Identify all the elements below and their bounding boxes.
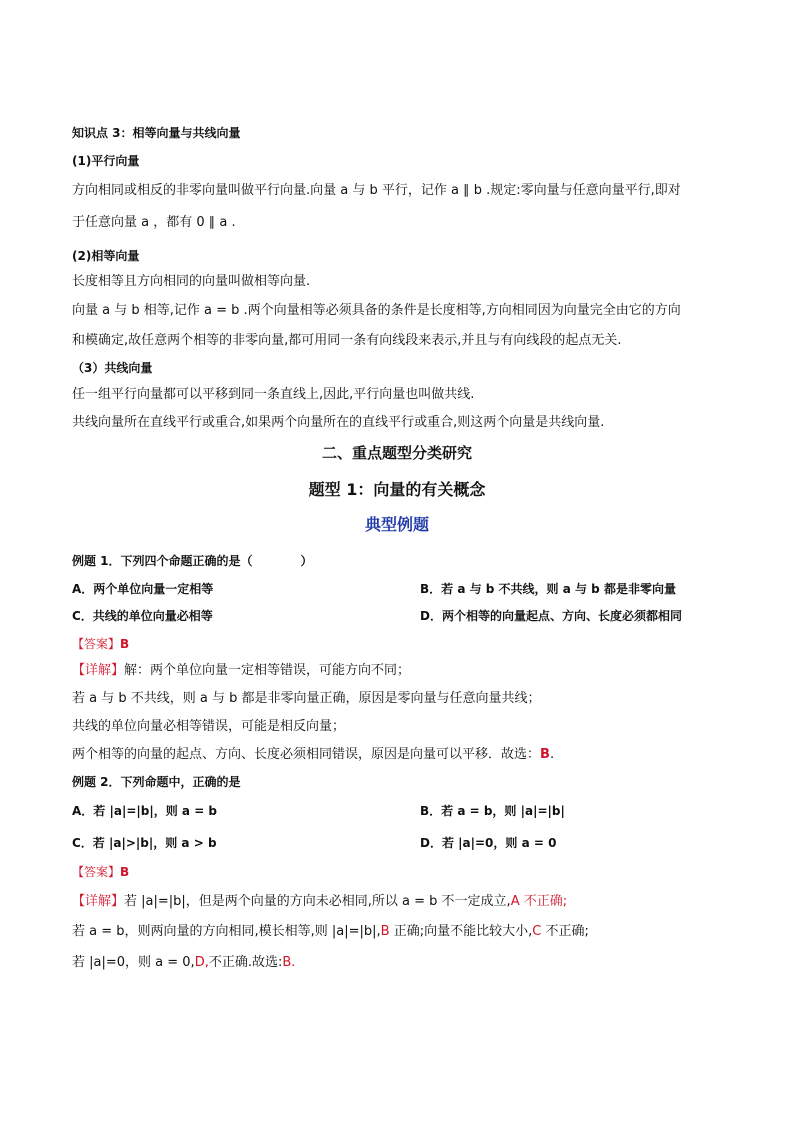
ex1-detail-4 [72,746,724,764]
collinear-text-2: 共线向量所在直线平行或重合,如果两个向量所在的直线平行或重合,则这两个向量是共线向量. [72,415,605,430]
ex1-detail-3: 共线的单位向量必相等错误，可能是相反向量； [72,719,346,734]
ex1-answer [72,635,724,653]
detail-text: 若 a = b，则两向量的方向相同,模长相等,则 |a|=|b|, [72,924,381,939]
ex2-question: 例题 2．下列命题中，正确的是 [72,775,241,789]
ex1-option-d: D．两个相等的向量起点、方向、长度必须都相同 [420,609,682,623]
answer-value: B [540,747,550,762]
equal-heading: (2)相等向量 [72,249,140,263]
parallel-text-2: 于任意向量 a ，都有 0 ∥ a . [72,215,236,230]
detail-highlight: D, [194,955,209,970]
ex2-answer [72,863,724,881]
ex2-option-row-2 [72,834,724,852]
detail-highlight: C [532,924,542,939]
ex2-detail-2 [72,923,724,941]
knowledge-title: 知识点 3：相等向量与共线向量 [72,126,241,140]
ex2-option-d: D．若 |a|=0，则 a = 0 [420,836,557,850]
detail-label: 【详解】 [72,894,125,909]
ex1-option-a: A．两个单位向量一定相等 [72,582,214,596]
ex1-detail-2: 若 a 与 b 不共线，则 a 与 b 都是非零向量正确，原因是零向量与任意向量共线； [72,691,541,706]
detail-text: 若 |a|=0，则 a = 0, [72,955,195,970]
ex2-option-a: A．若 |a|=|b|，则 a = b [72,804,218,818]
ex1-option-row-2 [72,607,724,625]
type-title: 题型 1：向量的有关概念 [308,480,486,499]
parallel-heading: (1)平行向量 [72,154,140,168]
ex1-question: 例题 1．下列四个命题正确的是（ ） [72,554,313,568]
parallel-text-1: 方向相同或相反的非零向量叫做平行向量.向量 a 与 b 平行，记作 a ∥ b .规定:零向量与任意向量平行,即对 [72,183,681,198]
ex1-option-c: C．共线的单位向量必相等 [72,609,213,623]
detail-highlight: B. [282,955,296,970]
detail-highlight: B [380,924,390,939]
ex2-option-c: C．若 |a|>|b|，则 a > b [72,836,217,850]
collinear-text-1: 任一组平行向量都可以平移到同一条直线上,因此,平行向量也叫做共线. [72,387,475,402]
ex2-option-b: B．若 a = b，则 |a|=|b| [420,804,565,818]
detail-label: 【详解】 [72,663,125,678]
detail-highlight: A 不正确; [510,894,568,909]
answer-label: 【答案】 [72,865,121,879]
answer-value: B [120,637,130,651]
detail-text: 若 |a|=|b|，但是两个向量的方向未必相同,所以 a = b 不一定成立, [124,894,511,909]
section-title: 二、重点题型分类研究 [321,444,472,462]
detail-text: 正确;向量不能比较大小, [389,924,533,939]
answer-label: 【答案】 [72,637,121,651]
ex2-detail-1 [72,893,724,911]
equal-text-1: 长度相等且方向相同的向量叫做相等向量. [72,274,311,289]
collinear-heading: （3）共线向量 [72,361,153,375]
ex2-detail-3 [72,954,724,972]
ex1-option-row-1 [72,580,724,598]
detail-text: . [549,747,555,762]
equal-text-2: 向量 a 与 b 相等,记作 a = b .两个向量相等必须具备的条件是长度相等,方向相同因为向量完全由它的方向 [72,303,681,318]
equal-text-3: 和模确定,故任意两个相等的非零向量,都可用同一条有向线段来表示,并且与有向线段的起点无关. [72,333,622,348]
example-heading: 典型例题 [364,515,429,534]
ex2-option-row-1 [72,802,724,820]
detail-text: 解：两个单位向量一定相等错误，可能方向不同； [124,663,411,678]
detail-text: 不正确; [541,924,589,939]
ex1-option-b: B．若 a 与 b 不共线，则 a 与 b 都是非零向量 [420,582,676,596]
detail-text: 不正确.故选: [208,955,283,970]
ex1-detail-1 [72,662,724,680]
detail-text: 两个相等的向量的起点、方向、长度必须相同错误，原因是向量可以平移．故选： [72,747,541,762]
answer-value: B [120,865,130,879]
